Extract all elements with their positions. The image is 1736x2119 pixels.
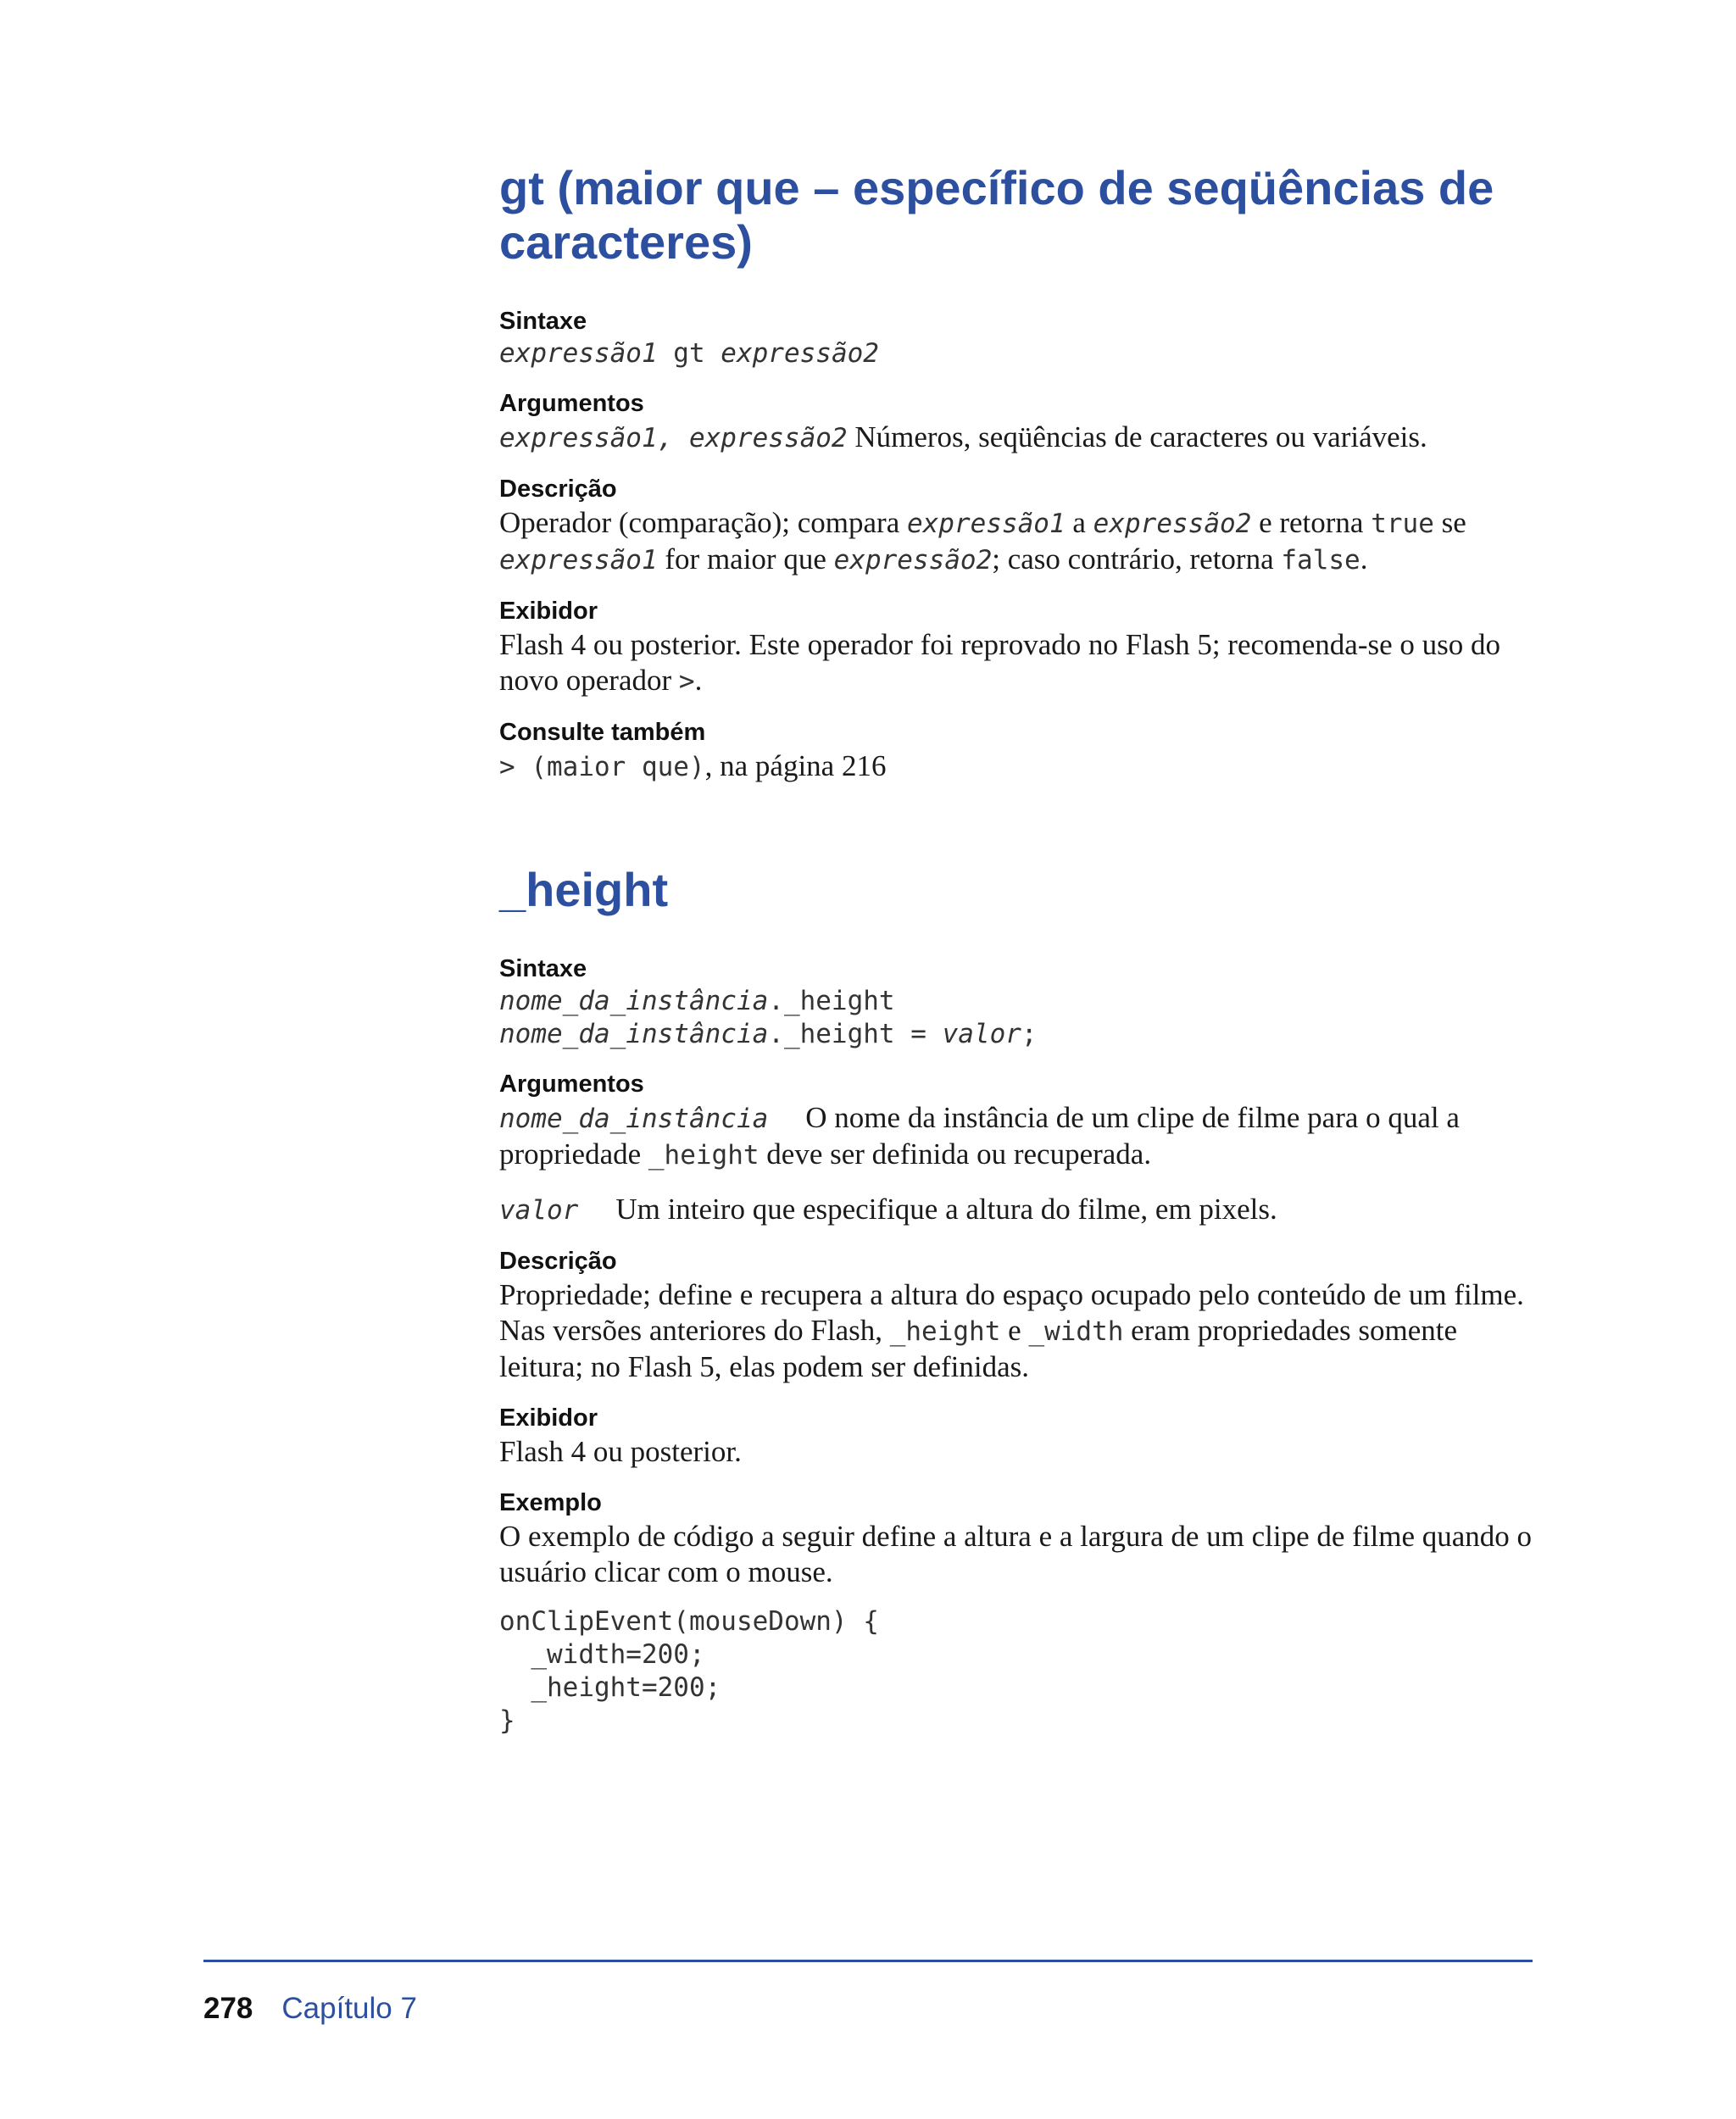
player-label: Exibidor — [499, 1404, 598, 1432]
syntax-line: expressão1 gt expressão2 — [499, 338, 879, 369]
code-line: onClipEvent(mouseDown) { — [499, 1606, 879, 1637]
see-also-label: Consulte também — [499, 719, 706, 746]
see-also-text: > (maior que), na página 216 — [499, 749, 887, 782]
page-content — [499, 161, 1533, 1738]
page-footer — [203, 1992, 417, 2026]
syntax-line: nome_da_instância._height — [499, 986, 895, 1016]
code-block — [499, 1605, 1533, 1738]
arguments-label: Argumentos — [499, 1071, 644, 1098]
footer-divider — [203, 1960, 1533, 1962]
code-line: _width=200; — [499, 1639, 705, 1670]
description-label: Descrição — [499, 1248, 617, 1275]
arguments-text: expressão1, expressão2 Números, seqüências de caracteres ou variáveis. — [499, 420, 1427, 453]
description-text: Propriedade; define e recupera a altura do espaço ocupado pelo conteúdo de um filme. Nas versões anteriores do Flash, _height e _width eram propriedades somente leitura; no Flash 5, elas podem ser definidas. — [499, 1278, 1524, 1383]
chapter-label: Capítulo 7 — [281, 1992, 417, 2025]
argument-value: valor Um inteiro que especifique a altura do filme, em pixels. — [499, 1193, 1277, 1226]
player-label: Exibidor — [499, 598, 598, 625]
code-line: } — [499, 1705, 515, 1736]
code-line: _height=200; — [499, 1672, 721, 1703]
description-text: Operador (comparação); compara expressão1 a expressão2 e retorna true se expressão1 for maior que expressão2; caso contrário, retorna false. — [499, 506, 1466, 576]
section-title-gt: gt (maior que – específico de seqüências de caracteres) — [499, 161, 1494, 269]
arguments-label: Argumentos — [499, 390, 644, 417]
syntax-label: Sintaxe — [499, 955, 587, 982]
description-label: Descrição — [499, 476, 617, 503]
syntax-label: Sintaxe — [499, 308, 587, 335]
section-title-height: _height — [499, 863, 669, 916]
argument-instance-name: nome_da_instância O nome da instância de um clipe de filme para o qual a propriedade _height deve ser definida ou recuperada. — [499, 1101, 1460, 1171]
see-also-link[interactable]: > (maior que) — [499, 752, 705, 782]
syntax-line: nome_da_instância._height = valor; — [499, 1019, 1038, 1049]
example-label: Exemplo — [499, 1489, 602, 1516]
example-text: O exemplo de código a seguir define a altura e a largura de um clipe de filme quando o usuário clicar com o mouse. — [499, 1520, 1533, 1588]
page-number: 278 — [203, 1992, 253, 2025]
player-text: Flash 4 ou posterior. — [499, 1435, 742, 1468]
player-text: Flash 4 ou posterior. Este operador foi reprovado no Flash 5; recomenda-se o uso do novo operador >. — [499, 628, 1500, 697]
